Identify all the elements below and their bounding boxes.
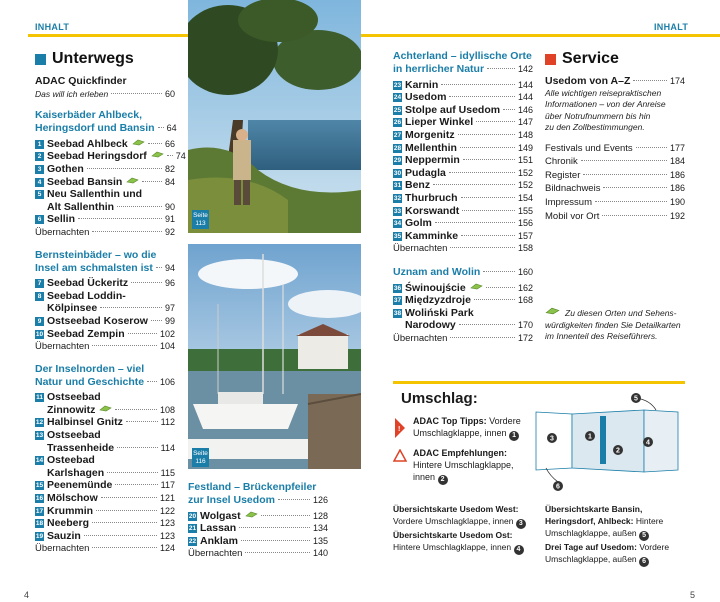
- toc-entry[interactable]: 28 Mellenthin 149: [393, 141, 533, 154]
- unterwegs-column: [35, 50, 186, 556]
- bernsteinbaeder-block: [35, 249, 175, 354]
- toc-entry[interactable]: 1 Seebad Ahlbeck 66: [35, 138, 175, 151]
- toc-entry[interactable]: 10 Seebad Zempin 102: [35, 327, 175, 340]
- toc-entry[interactable]: Zinnowitz 108: [47, 403, 175, 416]
- toc-entry[interactable]: 17 Krummin 122: [35, 504, 175, 517]
- toc-entry[interactable]: Kölpinsee 97: [47, 302, 175, 315]
- toc-entry[interactable]: Übernachten 104: [35, 341, 175, 353]
- diagram-label: 3: [550, 435, 554, 443]
- diagram-label: 5: [634, 395, 638, 403]
- section-marker-icon: [35, 54, 46, 65]
- toc-entry[interactable]: zur Insel Usedom 126: [188, 494, 328, 506]
- toc-entry[interactable]: 6 Sellin 91: [35, 213, 175, 226]
- detail-map-icon: [470, 283, 483, 290]
- umschlag-title: Umschlag:: [401, 390, 478, 407]
- group-title: Kaiserbäder Ahlbeck,: [35, 109, 142, 122]
- header-right: INHALT: [654, 22, 689, 32]
- detail-map-icon: [132, 139, 145, 146]
- toc-entry[interactable]: 21 Lassan 134: [188, 522, 328, 535]
- toc-entry[interactable]: 19 Sauzin 123: [35, 529, 175, 542]
- toc-entry[interactable]: 7 Seebad Ückeritz 96: [35, 277, 175, 290]
- group-title: Achterland – idyllische Orte: [393, 50, 532, 62]
- header-rule-right: [361, 34, 720, 37]
- toc-entry[interactable]: Usedom von A–Z 174: [545, 75, 685, 87]
- toc-entry[interactable]: Heringsdorf und Bansin 64: [35, 122, 177, 135]
- photo-page-badge: Seite 113: [192, 210, 209, 229]
- toc-entry[interactable]: Karlshagen 115: [47, 466, 175, 479]
- toc-entry[interactable]: in herrlicher Natur 142: [393, 63, 533, 75]
- umschlag-maps-right: Übersichtskarte Bansin, Heringsdorf, Ahlbeck: Hintere Umschlagklappe, außen 5 Drei Tage auf Usedom: Vordere Umschlagklappe, außen 6: [545, 504, 670, 565]
- diagram-label: 1: [588, 433, 592, 441]
- toc-entry[interactable]: Uznam and Wolin 160: [393, 265, 533, 278]
- uznam-block: [393, 266, 533, 346]
- cover-fold-diagram: [532, 392, 682, 497]
- toc-entry[interactable]: Übernachten 172: [393, 332, 533, 344]
- toc-entry[interactable]: 2 Seebad Heringsdorf 74: [35, 150, 175, 163]
- toc-entry[interactable]: 37 Międzyzdroje 168: [393, 294, 533, 307]
- svg-text:!: !: [398, 426, 401, 433]
- toc-entry[interactable]: Natur und Geschichte 106: [35, 375, 175, 388]
- toc-entry[interactable]: Register 186: [545, 169, 685, 181]
- toc-entry[interactable]: 34 Golm 156: [393, 217, 533, 230]
- unterwegs-title: Unterwegs: [35, 50, 175, 68]
- photo-forest-image: [188, 0, 361, 233]
- toc-entry[interactable]: Chronik 184: [545, 156, 685, 168]
- toc-entry[interactable]: 35 Kamminke 157: [393, 229, 533, 242]
- toc-entry[interactable]: 26 Lieper Winkel 147: [393, 116, 533, 129]
- kaiserbaeder-block: [35, 109, 186, 239]
- detail-map-icon: [245, 511, 258, 518]
- toc-entry[interactable]: Mobil vor Ort 192: [545, 210, 685, 222]
- umschlag-maps-left: Übersichtskarte Usedom West: Vordere Umschlagklappe, innen 3 Übersichtskarte Usedom Ost: Hintere Umschlagklappe, innen 4: [393, 503, 538, 555]
- service-title: Service: [545, 50, 685, 68]
- toc-entry[interactable]: ADAC Quickfinder: [35, 75, 127, 87]
- detail-map-icon: [545, 307, 560, 315]
- empfehlung-icon: [393, 449, 407, 463]
- toc-entry[interactable]: Übernachten 92: [35, 226, 175, 238]
- toc-entry[interactable]: 4 Seebad Bansin 84: [35, 176, 175, 189]
- toc-entry[interactable]: Übernachten 124: [35, 543, 175, 555]
- toc-entry[interactable]: 18 Neeberg 123: [35, 517, 175, 530]
- group-title: Bernsteinbäder – wo die: [35, 248, 157, 261]
- toc-entry[interactable]: 27 Morgenitz 148: [393, 128, 533, 141]
- toc-entry[interactable]: 11 Ostseebad: [36, 391, 101, 404]
- toc-entry[interactable]: 20 Wolgast 128: [188, 509, 328, 522]
- toc-entry[interactable]: 9 Ostseebad Koserow 99: [35, 315, 175, 328]
- photo-boats-image: [188, 244, 361, 469]
- toc-entry[interactable]: 15 Peenemünde 117: [35, 479, 175, 492]
- diagram-label: 4: [646, 439, 650, 447]
- diagram-label: 6: [556, 483, 560, 491]
- header-rule-left: [28, 34, 188, 37]
- toc-entry[interactable]: 12 Halbinsel Gnitz 112: [35, 416, 175, 429]
- service-column: [545, 50, 685, 223]
- detail-map-note: Zu diesen Orten und Sehens- würdigkeiten finden Sie Detailkarten im Innenteil des Reiseführers.: [545, 308, 681, 341]
- umschlag-tipps: ! ADAC Top Tipps: Vordere Umschlagklappe, innen 1 ADAC Empfehlungen: Hintere Umschlagklappe, innen 2: [393, 415, 528, 485]
- toc-entry[interactable]: 3 Gothen 82: [35, 163, 175, 176]
- quickfinder-block: [35, 75, 175, 100]
- toc-entry[interactable]: 24 Usedom 144: [393, 91, 533, 104]
- toc-entry[interactable]: Das will ich erleben 60: [35, 88, 175, 99]
- section-marker-icon: [545, 54, 556, 65]
- toc-entry[interactable]: 23 Karnin 144: [393, 78, 533, 91]
- group-title: Festland – Brückenpfeiler: [188, 481, 317, 493]
- toc-entry[interactable]: Trassenheide 114: [47, 441, 175, 454]
- toc-entry[interactable]: 38 Woliński Park: [393, 306, 474, 319]
- toc-entry[interactable]: 14 Osteebad: [35, 454, 95, 467]
- az-description: Alle wichtigen reisepraktischen Informationen – von der Anreise über Notrufnummern bis hin zu den Zollbestimmungen.: [545, 87, 666, 133]
- toc-entry[interactable]: 29 Neppermin 151: [393, 154, 533, 167]
- detail-map-icon: [99, 405, 112, 412]
- toc-entry[interactable]: Insel am schmalsten ist 94: [35, 261, 175, 274]
- top-tipp-icon: [393, 417, 407, 439]
- toc-entry[interactable]: Übernachten 140: [188, 548, 328, 560]
- umschlag-rule: [393, 381, 685, 384]
- toc-entry[interactable]: 33 Korswandt 155: [393, 204, 533, 217]
- toc-entry[interactable]: Bildnachweis 186: [545, 183, 685, 195]
- page-number-left: 4: [24, 590, 30, 600]
- group-title: Der Inselnorden – viel: [35, 362, 145, 375]
- toc-entry[interactable]: 32 Thurbruch 154: [393, 191, 533, 204]
- detail-map-icon: [126, 177, 139, 184]
- festland-block: [188, 481, 328, 561]
- diagram-label: 2: [616, 447, 620, 455]
- toc-entry[interactable]: 30 Pudagla 152: [393, 166, 533, 179]
- toc-entry[interactable]: 13 Ostseebad: [35, 429, 101, 442]
- toc-entry[interactable]: 36 Świnoujście 162: [393, 281, 533, 294]
- detail-map-icon: [151, 151, 164, 158]
- toc-entry[interactable]: 25 Stolpe auf Usedom 146: [393, 103, 533, 116]
- page-number-right: 5: [690, 590, 696, 600]
- inselnorden-block: [35, 363, 175, 556]
- toc-entry[interactable]: 31 Benz 152: [393, 179, 533, 192]
- toc-entry[interactable]: Impressum 190: [545, 196, 685, 208]
- achterland-block: [393, 50, 533, 345]
- toc-entry[interactable]: Übernachten 158: [393, 243, 533, 255]
- header-left: INHALT: [35, 22, 70, 32]
- toc-entry[interactable]: 5 Neu Sallenthin und: [35, 188, 175, 201]
- photo-page-badge: Seite 116: [192, 448, 209, 467]
- photo-harbour: [188, 244, 361, 469]
- toc-entry[interactable]: 8 Seebad Loddin-: [35, 290, 175, 303]
- toc-entry[interactable]: Festivals und Events 177: [545, 142, 685, 154]
- photo-coastal-path: [188, 0, 361, 233]
- toc-entry[interactable]: Narodowy 170: [405, 319, 533, 332]
- toc-entry[interactable]: Alt Sallenthin 90: [47, 200, 175, 213]
- toc-entry[interactable]: 22 Anklam 135: [188, 534, 328, 547]
- toc-entry[interactable]: 16 Mölschow 121: [35, 492, 175, 505]
